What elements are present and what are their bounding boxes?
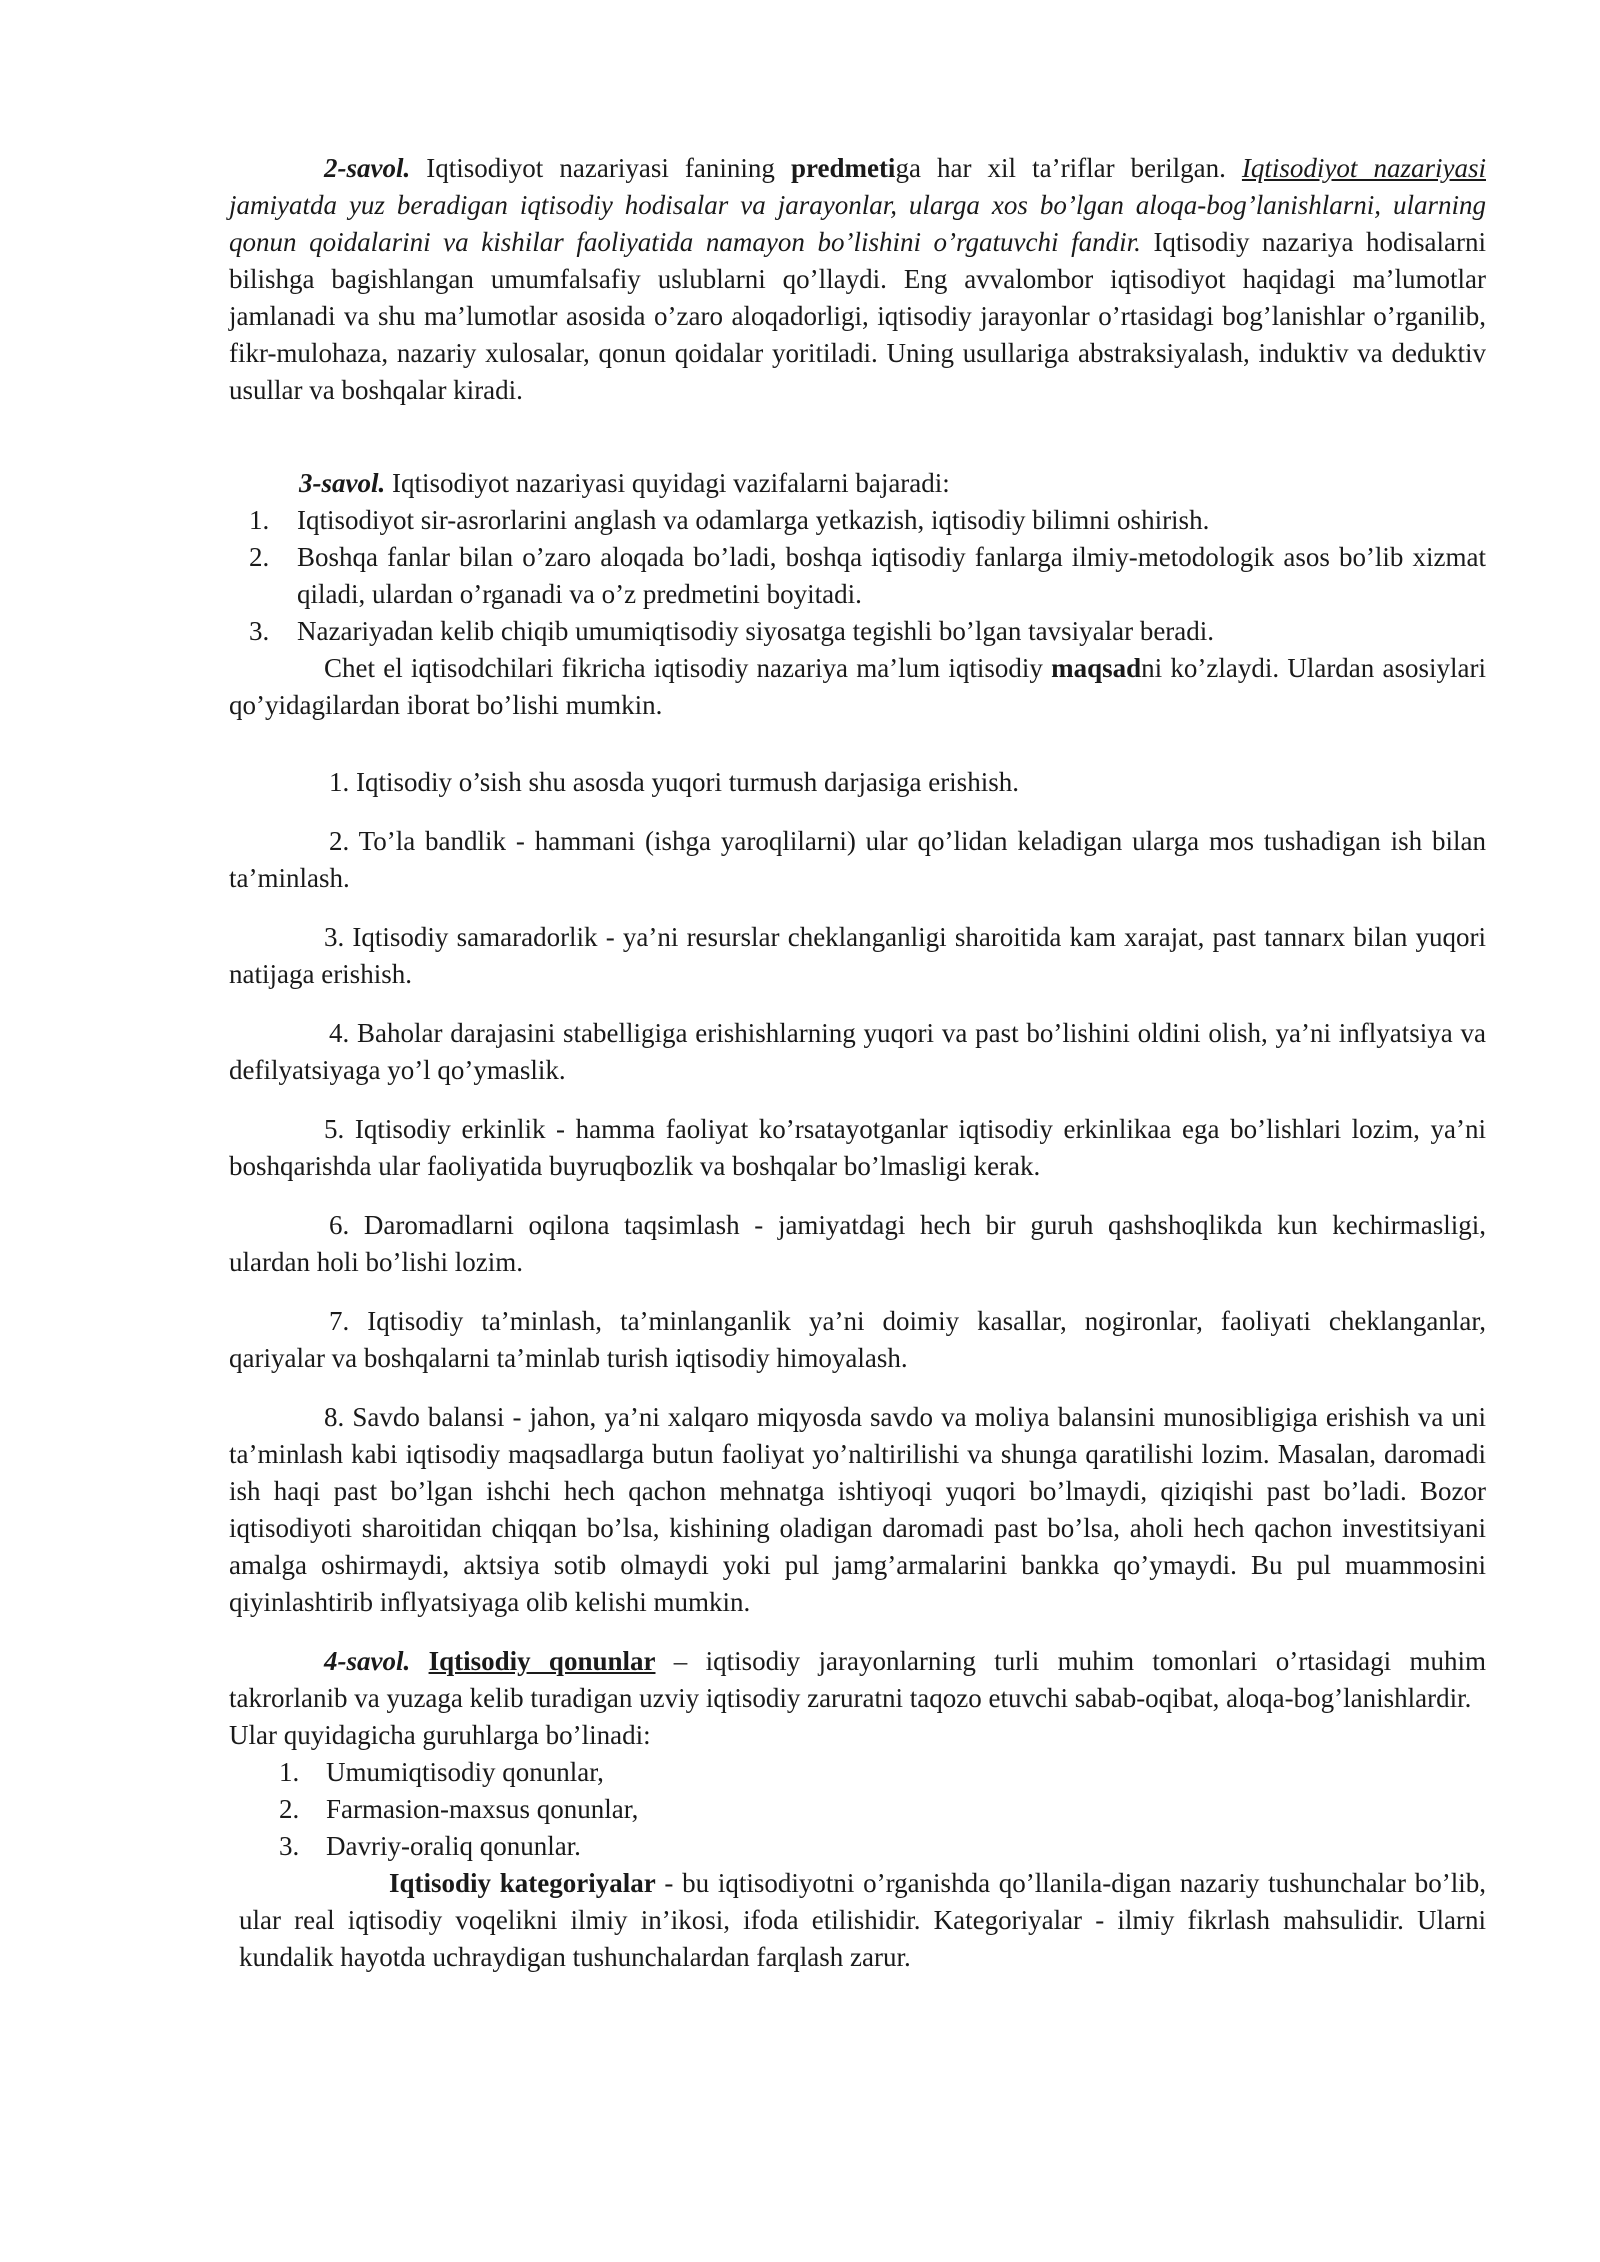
text-span: ga har xil ta’riflar berilgan. — [895, 153, 1242, 183]
goal-item: 7. Iqtisodiy ta’minlash, ta’minlanganlik ya’ni doimiy kasallar, nogironlar, faoliyati cheklanganlar, qariyalar va boshqalarni ta’minlab turish iqtisodiy himoyalash. — [229, 1306, 1486, 1373]
list-number: 1. — [279, 1757, 300, 1787]
text-span: Iqtisodiyot nazariyasi quyidagi vazifalarni bajaradi: — [385, 468, 950, 498]
list-item — [229, 1791, 1486, 1828]
list-text: Nazariyadan kelib chiqib umumiqtisodiy siyosatga tegishli bo’lgan tavsiyalar beradi. — [297, 616, 1215, 646]
goal-item: 6. Daromadlarni oqilona taqsimlash - jamiyatdagi hech bir guruh qashshoqlikda kun kechirmasligi, ulardan holi bo’lishi lozim. — [229, 1210, 1486, 1277]
list-text: Farmasion-maxsus qonunlar, — [326, 1794, 639, 1824]
text-span: Iqtisodiyot nazariyasi fanining — [410, 153, 791, 183]
list-text: Iqtisodiyot sir-asrorlarini anglash va odamlarga yetkazish, iqtisodiy bilimni oshirish. — [297, 505, 1210, 535]
text-span: Iqtisodiy nazariya hodisalarni bilishga bagishlangan umumfalsafiy uslublarni qo’llaydi. Eng avvalombor iqtisodiyot haqidagi ma’lumotlar jamlanadi va shu ma’lumotlar asosida o’zaro aloqadorligi, iqtisodiy jarayonlar o’rtasidagi bog’lanishlar o’rganilib, fikr-mulohaza, nazariy xulosalar, qonun qoidalar yoritiladi. Uning usullariga abstraksiyalash, induktiv va deduktiv usullar va boshqalar kiradi. — [229, 227, 1486, 405]
question-2-paragraph — [229, 150, 1486, 409]
goal-item: 1. Iqtisodiy o’sish shu asosda yuqori turmush darjasiga erishish. — [329, 767, 1019, 797]
list-item — [229, 539, 1486, 613]
list-number: 2. — [279, 1794, 300, 1824]
text-span: – iqtisodiy jarayonlarning turli muhim tomonlari o’rtasidagi muhim takrorlanib va yuzaga kelib turadigan uzviy iqtisodiy zaruratni taqozo etuvchi sabab-oqibat, aloqa-bog’lanishlardir. — [229, 1646, 1486, 1713]
list-text: Davriy-oraliq qonunlar. — [326, 1831, 581, 1861]
goal-item: 4. Baholar darajasini stabelligiga erishishlarning yuqori va past bo’lishini oldini olish, ya’ni inflyatsiya va defilyatsiyaga yo’l qo’ymaslik. — [229, 1018, 1486, 1085]
question-2-label: 2-savol. — [324, 153, 411, 183]
text-span: ni ko’zlaydi. Ulardan asosiylari qo’yidagilardan iborat bo’lishi mumkin. — [229, 653, 1486, 720]
list-item — [229, 502, 1486, 539]
goal-item: 5. Iqtisodiy erkinlik - hamma faoliyat ko’rsatayotganlar iqtisodiy erkinlikaa ega bo’lishlari lozim, ya’ni boshqarishda ular faoliyatida buyruqbozlik va boshqalar bo’lmasligi kerak. — [229, 1114, 1486, 1181]
question-4-label: 4-savol. — [324, 1646, 411, 1676]
categories-block — [229, 1865, 1486, 1976]
goal-item: 2. To’la bandlik - hammani (ishga yaroqlilarni) ular qo’lidan keladigan ularga mos tushadigan ish bilan ta’minlash. — [229, 826, 1486, 893]
list-text: Boshqa fanlar bilan o’zaro aloqada bo’ladi, boshqa iqtisodiy fanlarga ilmiy-metodologik asos bo’lib xizmat qiladi, ulardan o’rganadi va o’z predmetini boyitadi. — [297, 542, 1486, 609]
list-item — [229, 1828, 1486, 1865]
groups-list — [229, 1754, 1486, 1865]
list-number: 1. — [249, 505, 270, 535]
term-maqsad: maqsad — [1051, 653, 1142, 683]
question-3-intro — [229, 465, 1486, 502]
groups-intro: Ular quyidagicha guruhlarga bo’linadi: — [229, 1720, 651, 1750]
definition-term-underlined: Iqtisodiyot nazariyasi — [1241, 153, 1486, 183]
tasks-list — [229, 502, 1486, 650]
list-item — [229, 613, 1486, 650]
list-number: 3. — [249, 616, 270, 646]
goal-item: 8. Savdo balansi - jahon, ya’ni xalqaro miqyosda savdo va moliya balansini munosibligiga erishish va uni ta’minlash kabi iqtisodiy maqsadlarga butun faoliyat yo’naltirilishi va shunga qaratilishi lozim. Masalan, daromadi ish haqi past bo’lgan ishchi hech qachon mehnatga ishtiyoqi yuqori bo’lmaydi, qiziqishi past bo’ladi. Bozor iqtisodiyoti sharoitidan chiqqan bo’lsa, kishining oladigan daromadi past bo’lsa, aholi hech qachon investitsiyani amalga oshirmaydi, aktsiya sotib olmaydi yoki pul jamg’armalarini bankka qo’ymaydi. Bu pul muammosini qiyinlashtirib inflyatsiyaga olib kelishi mumkin. — [229, 1402, 1486, 1617]
term-predmet: predmeti — [790, 153, 896, 183]
question-3-label: 3-savol. — [299, 468, 386, 498]
list-text: Umumiqtisodiy qonunlar, — [326, 1757, 604, 1787]
question-4-paragraph — [229, 1643, 1486, 1717]
list-number: 2. — [249, 542, 270, 572]
categories-paragraph — [239, 1865, 1486, 1976]
text-span: Chet el iqtisodchilari fikricha iqtisodiy nazariya ma’lum iqtisodiy — [324, 653, 1052, 683]
list-item — [229, 1754, 1486, 1791]
goal-item: 3. Iqtisodiy samaradorlik - ya’ni resurslar cheklanganligi sharoitida kam xarajat, past tannarx bilan yuqori natijaga erishish. — [229, 922, 1486, 989]
goals-intro — [229, 650, 1486, 724]
text-span: - bu iqtisodiyotni o’rganishda qo’llanila-digan nazariy tushunchalar bo’lib, ular real iqtisodiy voqelikni ilmiy in’ikosi, ifoda etilishidir. Kategoriyalar - ilmiy fikrlash mahsulidir. Ularni kundalik hayotda uchraydigan tushunchalardan farqlash zarur. — [239, 1868, 1486, 1972]
list-number: 3. — [279, 1831, 300, 1861]
term-iqtisodiy-qonunlar: Iqtisodiy qonunlar — [428, 1646, 656, 1676]
term-iqtisodiy-kategoriyalar: Iqtisodiy kategoriyalar — [389, 1868, 656, 1898]
document-page — [229, 150, 1486, 1976]
definition-text: jamiyatda yuz beradigan iqtisodiy hodisalar va jarayonlar, ularga xos bo’lgan aloqa-bog’lanishlarni, ularning qonun qoidalarini va kishilar faoliyatida namayon bo’lishini o’rgatuvchi fandir. — [229, 190, 1486, 257]
